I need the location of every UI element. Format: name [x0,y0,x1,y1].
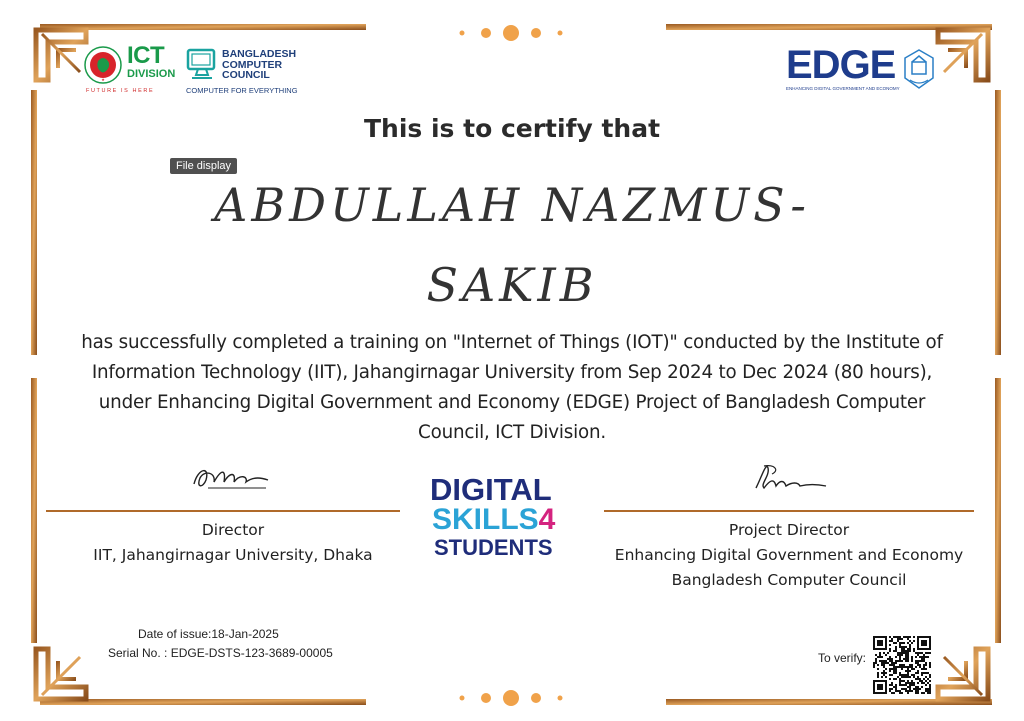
recipient-name-line-1: ABDULLAH NAZMUS- [214,178,810,232]
svg-text:★: ★ [101,77,105,82]
certificate-statement [55,328,969,448]
project-director-signature-line [604,510,974,512]
corner-ornament-bottom-left [36,649,86,699]
recipient-name [80,165,944,325]
ds-logo-line-3: STUDENTS [434,535,553,560]
bcc-name-line: BANGLADESH [222,48,297,60]
bangladesh-government-logo [84,46,122,84]
ict-division-label: DIVISION [127,68,176,80]
edge-subtitle: ENHANCING DIGITAL GOVERNMENT AND ECONOMY [786,86,900,91]
ds-logo-line-2 [432,505,555,535]
serial-row [108,644,333,663]
verify-label: To verify: [818,651,867,665]
file-display-tooltip: File display [170,158,237,174]
verification-qr-code[interactable] [873,636,931,694]
edge-logo: EDGE [786,43,896,87]
ict-logo-text: ICT [127,42,165,69]
frame-left-bottom-bar [31,378,37,643]
frame-top-left-bar [40,24,366,30]
project-director-title: Project Director [728,521,850,539]
project-director-org-1: Enhancing Digital Government and Economy [614,546,964,564]
ict-division-logo [127,44,175,80]
bcc-name [222,49,296,81]
project-director-org-2: Bangladesh Computer Council [671,571,907,589]
ict-tagline: FUTURE IS HERE [86,88,155,94]
issue-date-row [108,625,333,644]
issue-date-value: 18-Jan-2025 [211,627,279,641]
director-signature-line [46,510,400,512]
frame-bottom-left-bar [40,699,366,705]
frame-top-right-bar [666,24,992,30]
serial-label: Serial No. : [108,646,171,660]
bcc-tagline: COMPUTER FOR EVERYTHING [186,86,298,95]
ds-logo-skills: SKILLS [432,503,539,536]
dots-ornament-top [460,25,563,41]
statement-line: Information Technology (IIT), Jahangirnagar University from Sep 2024 to Dec 2024 (80 hours), [91,362,933,383]
project-director-signature [750,458,830,496]
ds-logo-four: 4 [538,503,556,536]
dots-ornament-bottom [460,690,563,706]
bcc-name-line: COMPUTER [222,58,283,71]
recipient-name-line-2: SAKIB [426,258,598,312]
certificate-title: This is to certify that [363,114,661,143]
director-block [46,518,420,568]
jahangirnagar-university-emblem [902,48,936,90]
computer-monitor-icon [186,47,218,81]
issue-info [108,625,333,663]
director-title: Director [201,521,265,539]
corner-ornament-top-left [36,30,86,80]
corner-ornament-top-right [938,30,988,80]
serial-value: EDGE-DSTS-123-3689-00005 [170,646,333,660]
director-signature [188,458,274,494]
frame-bottom-right-bar [666,699,992,705]
issue-date-label: Date of issue: [138,627,212,641]
bcc-name-line: COUNCIL [222,69,270,81]
frame-right-bottom-bar [995,378,1001,643]
ds-logo-line-1: DIGITAL [430,472,552,507]
statement-line: has successfully completed a training on "Internet of Things (IOT)" conducted by the Institute of [81,332,943,353]
corner-ornament-bottom-right [938,649,988,699]
digital-skills-4-students-logo [428,472,556,564]
statement-line: under Enhancing Digital Government and Economy (EDGE) Project of Bangladesh Computer [98,392,926,413]
project-director-block [604,518,974,593]
statement-line: Council, ICT Division. [418,422,606,443]
director-org: IIT, Jahangirnagar University, Dhaka [93,546,373,564]
